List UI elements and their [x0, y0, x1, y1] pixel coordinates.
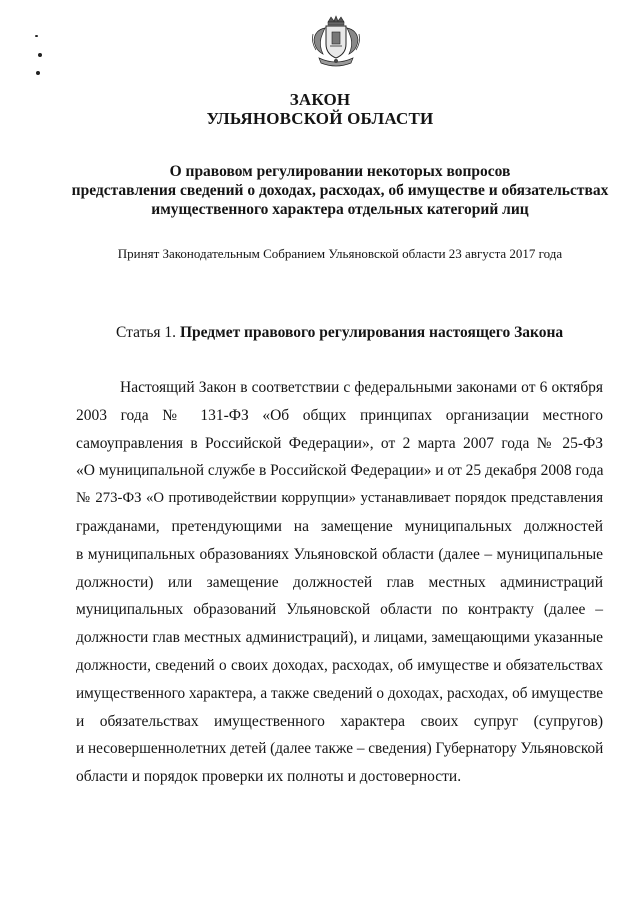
body-line: имущественного характера, а также сведений о доходах, расходах, об имуществе: [76, 684, 603, 702]
body-line: должности глав местных администраций), и лицами, замещающими указанные: [76, 629, 603, 647]
scan-speck: [38, 53, 42, 57]
article-body: [76, 374, 603, 791]
article-number: Статья 1.: [116, 324, 177, 341]
article-title: Предмет правового регулирования настоящего Закона: [179, 324, 564, 341]
body-line: области и порядок проверки их полноты и достоверности.: [76, 768, 462, 786]
body-line: должности) или замещение должностей глав местных администраций: [76, 573, 603, 591]
article-heading: [116, 324, 563, 342]
body-line: должности, сведений о своих доходах, расходах, об имуществе и обязательствах: [76, 656, 603, 674]
body-line: самоуправления в Российской Федерации», от 2 марта 2007 года № 25-ФЗ: [76, 434, 603, 452]
law-subject: [50, 162, 630, 219]
body-line: гражданами, претендующими на замещение муниципальных должностей: [76, 517, 603, 535]
subject-line: имущественного характера отдельных категорий лиц: [151, 201, 529, 218]
body-line: Настоящий Закон в соответствии с федеральными законами от 6 октября: [120, 379, 603, 396]
law-title: ЗАКОН: [289, 90, 351, 109]
scan-speck: [35, 35, 38, 37]
subject-line: О правовом регулировании некоторых вопросов: [169, 163, 511, 180]
body-line: муниципальных образований Ульяновской области по контракту (далее –: [76, 601, 603, 619]
subject-line: представления сведений о доходах, расходах, об имуществе и обязательствах: [71, 182, 609, 199]
law-region-title: УЛЬЯНОВСКОЙ ОБЛАСТИ: [206, 109, 434, 128]
body-line: и несовершеннолетних детей (далее также – сведения) Губернатору Ульяновской: [76, 740, 604, 758]
adoption-note: Принят Законодательным Собранием Ульяновской области 23 августа 2017 года: [117, 246, 563, 261]
body-line: и обязательствах имущественного характера своих супруг (супругов): [76, 712, 603, 730]
coat-of-arms-icon: [309, 14, 363, 70]
body-line: «О муниципальной службе в Российской Федерации» и от 25 декабря 2008 года: [76, 462, 604, 480]
body-line: 2003 года № 131-ФЗ «Об общих принципах организации местного: [76, 406, 603, 424]
body-line: № 273-ФЗ «О противодействии коррупции» устанавливает порядок представления: [76, 490, 603, 507]
body-line: в муниципальных образованиях Ульяновской области (далее – муниципальные: [76, 545, 603, 563]
scan-speck: [36, 71, 40, 75]
